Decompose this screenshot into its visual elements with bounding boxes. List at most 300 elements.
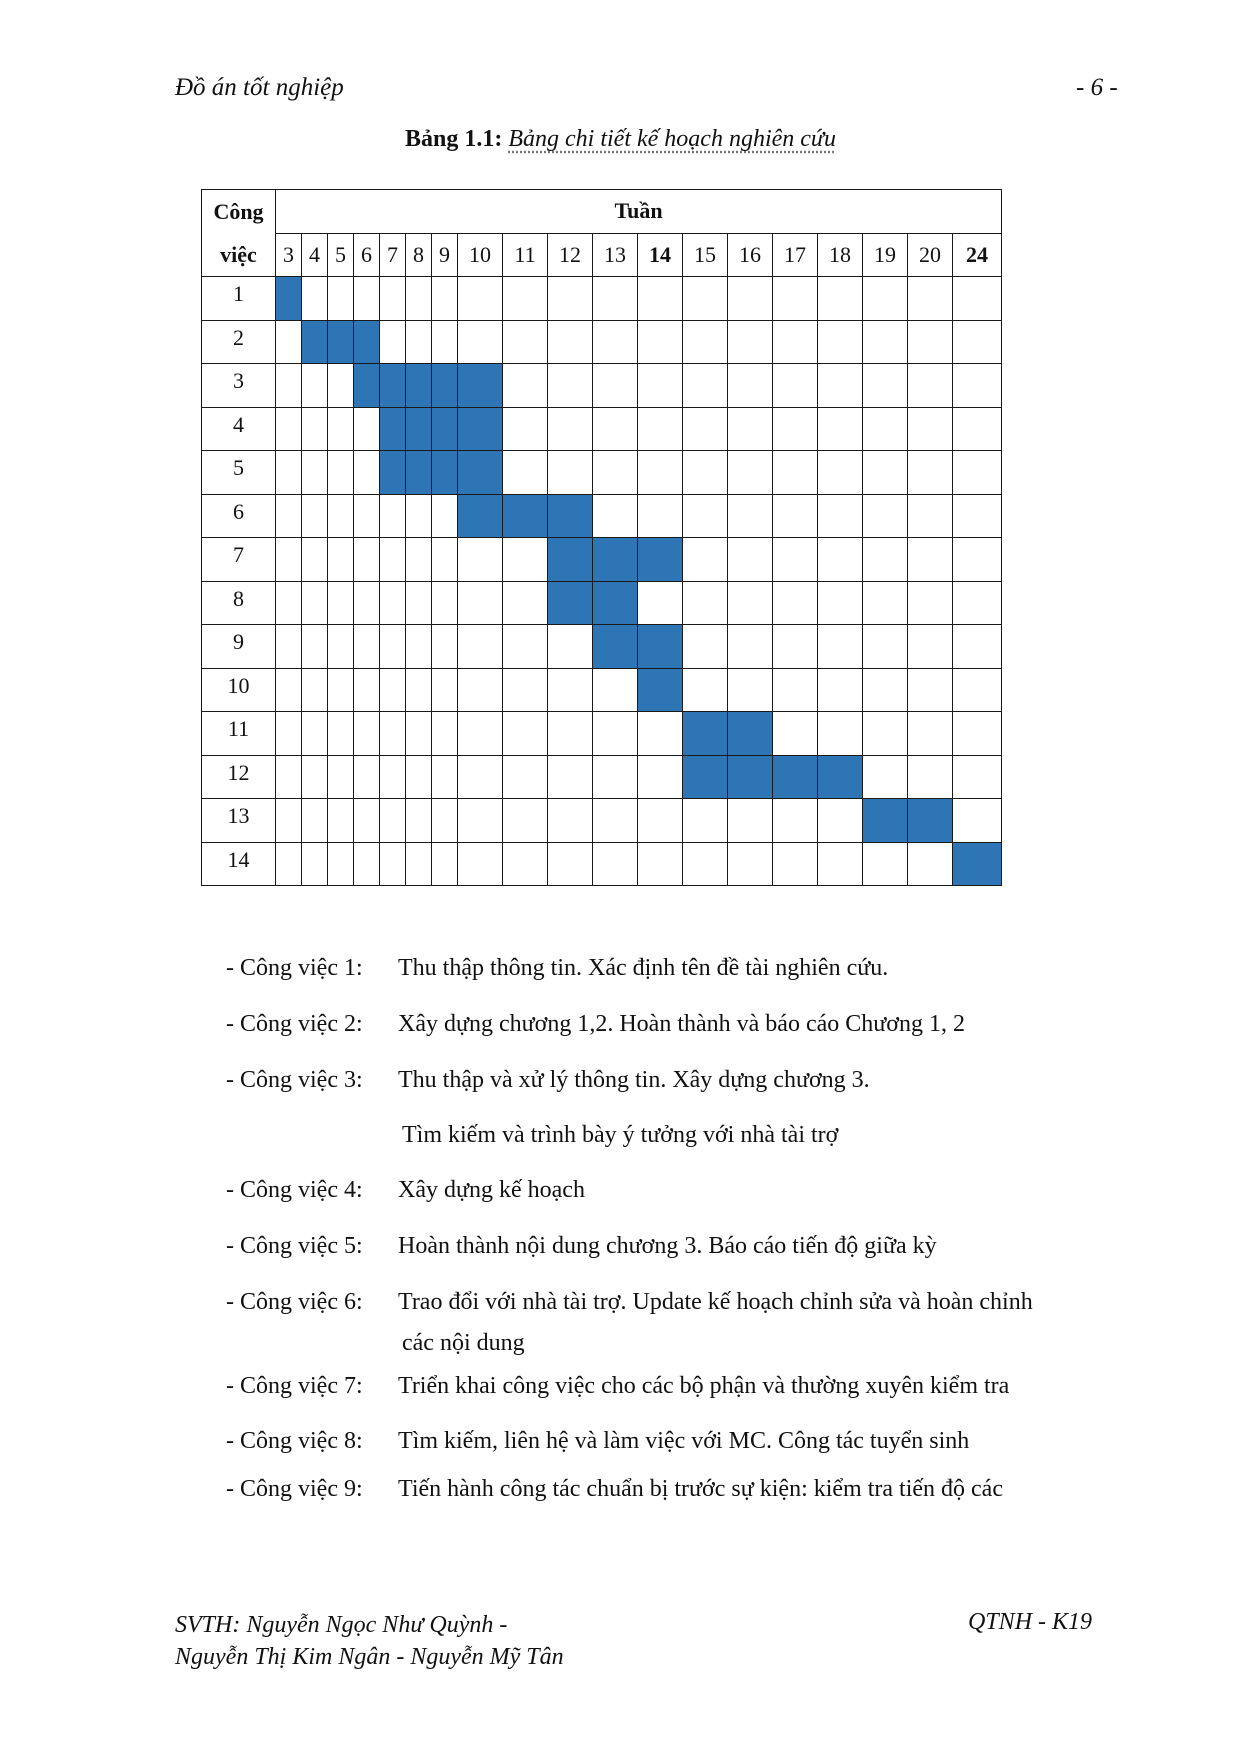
task-label: - Công việc 6: — [226, 1289, 363, 1315]
schedule-cell-filled — [638, 538, 683, 582]
schedule-cell-empty — [953, 538, 1002, 582]
schedule-cell-empty — [328, 625, 354, 669]
schedule-cell-empty — [638, 494, 683, 538]
schedule-cell-empty — [953, 451, 1002, 495]
schedule-cell-empty — [503, 842, 548, 886]
schedule-cell-empty — [953, 494, 1002, 538]
schedule-cell-filled — [354, 320, 380, 364]
schedule-cell-empty — [328, 277, 354, 321]
schedule-cell-filled — [380, 451, 406, 495]
schedule-cell-filled — [548, 494, 593, 538]
schedule-cell-empty — [503, 277, 548, 321]
task-description — [226, 1233, 937, 1260]
schedule-cell-empty — [302, 364, 328, 408]
schedule-cell-empty — [328, 494, 354, 538]
schedule-cell-empty — [302, 625, 328, 669]
schedule-cell-empty — [953, 668, 1002, 712]
table-row — [202, 538, 1002, 582]
schedule-cell-empty — [328, 538, 354, 582]
schedule-cell-filled — [406, 364, 432, 408]
week-header-12: 12 — [548, 233, 593, 277]
schedule-cell-empty — [328, 712, 354, 756]
schedule-cell-empty — [458, 581, 503, 625]
schedule-cell-empty — [863, 320, 908, 364]
schedule-cell-empty — [432, 842, 458, 886]
schedule-cell-empty — [354, 494, 380, 538]
schedule-cell-empty — [276, 407, 302, 451]
schedule-cell-empty — [406, 625, 432, 669]
task-number: 12 — [202, 755, 276, 799]
task-number: 11 — [202, 712, 276, 756]
schedule-cell-empty — [593, 277, 638, 321]
schedule-cell-empty — [503, 625, 548, 669]
week-header-8: 8 — [406, 233, 432, 277]
schedule-cell-empty — [773, 538, 818, 582]
schedule-cell-empty — [548, 320, 593, 364]
task-text-continuation: Tìm kiếm và trình bày ý tưởng với nhà tài trợ — [402, 1122, 839, 1148]
schedule-cell-empty — [818, 712, 863, 756]
schedule-cell-filled — [406, 451, 432, 495]
table-caption — [0, 126, 1241, 153]
schedule-cell-filled — [406, 407, 432, 451]
task-number: 4 — [202, 407, 276, 451]
task-text: Xây dựng kế hoạch — [398, 1177, 585, 1203]
schedule-cell-empty — [728, 407, 773, 451]
task-description — [226, 1011, 965, 1038]
schedule-cell-empty — [328, 842, 354, 886]
schedule-cell-empty — [818, 320, 863, 364]
schedule-cell-empty — [953, 320, 1002, 364]
schedule-cell-empty — [818, 538, 863, 582]
schedule-cell-empty — [908, 277, 953, 321]
schedule-cell-empty — [908, 320, 953, 364]
week-header-6: 6 — [354, 233, 380, 277]
task-number: 5 — [202, 451, 276, 495]
task-text: Tìm kiếm, liên hệ và làm việc với MC. Công tác tuyển sinh — [398, 1428, 970, 1454]
task-header-line1: Công — [213, 199, 264, 224]
schedule-cell-empty — [953, 755, 1002, 799]
schedule-cell-empty — [593, 712, 638, 756]
task-number: 2 — [202, 320, 276, 364]
schedule-cell-empty — [302, 538, 328, 582]
header-title: Đồ án tốt nghiệp — [175, 74, 344, 101]
schedule-cell-empty — [406, 320, 432, 364]
schedule-cell-empty — [458, 277, 503, 321]
schedule-cell-empty — [276, 842, 302, 886]
schedule-cell-empty — [818, 581, 863, 625]
schedule-cell-empty — [432, 755, 458, 799]
schedule-cell-empty — [380, 668, 406, 712]
schedule-cell-empty — [818, 451, 863, 495]
schedule-cell-empty — [548, 451, 593, 495]
schedule-cell-empty — [354, 538, 380, 582]
schedule-cell-empty — [728, 320, 773, 364]
schedule-cell-empty — [683, 494, 728, 538]
schedule-cell-filled — [773, 755, 818, 799]
schedule-cell-empty — [908, 538, 953, 582]
schedule-cell-filled — [302, 320, 328, 364]
schedule-cell-empty — [548, 625, 593, 669]
schedule-cell-empty — [638, 581, 683, 625]
schedule-cell-empty — [406, 799, 432, 843]
schedule-cell-empty — [683, 625, 728, 669]
schedule-cell-filled — [380, 407, 406, 451]
table-row — [202, 712, 1002, 756]
page-number: - 6 - — [1076, 74, 1118, 101]
schedule-cell-empty — [380, 277, 406, 321]
schedule-cell-empty — [276, 320, 302, 364]
schedule-cell-empty — [773, 842, 818, 886]
week-header-9: 9 — [432, 233, 458, 277]
schedule-cell-empty — [593, 451, 638, 495]
schedule-cell-filled — [503, 494, 548, 538]
schedule-cell-empty — [593, 755, 638, 799]
task-description — [226, 1428, 969, 1455]
table-row — [202, 799, 1002, 843]
schedule-cell-empty — [773, 407, 818, 451]
schedule-cell-empty — [458, 842, 503, 886]
schedule-cell-empty — [406, 277, 432, 321]
schedule-cell-empty — [638, 364, 683, 408]
schedule-cell-empty — [503, 581, 548, 625]
schedule-cell-empty — [354, 581, 380, 625]
schedule-cell-empty — [276, 712, 302, 756]
table-row — [202, 581, 1002, 625]
schedule-cell-empty — [354, 407, 380, 451]
schedule-cell-empty — [638, 277, 683, 321]
schedule-cell-empty — [302, 668, 328, 712]
table-row — [202, 320, 1002, 364]
schedule-cell-empty — [773, 712, 818, 756]
schedule-cell-filled — [863, 799, 908, 843]
schedule-cell-filled — [593, 538, 638, 582]
schedule-cell-empty — [380, 625, 406, 669]
week-header-20: 20 — [908, 233, 953, 277]
task-text-continuation: các nội dung — [402, 1330, 525, 1356]
schedule-cell-empty — [728, 625, 773, 669]
week-header-11: 11 — [503, 233, 548, 277]
schedule-cell-empty — [908, 364, 953, 408]
schedule-cell-empty — [953, 364, 1002, 408]
schedule-cell-empty — [908, 494, 953, 538]
schedule-cell-empty — [406, 755, 432, 799]
schedule-cell-empty — [432, 799, 458, 843]
schedule-cell-empty — [302, 407, 328, 451]
task-number: 9 — [202, 625, 276, 669]
schedule-cell-empty — [863, 668, 908, 712]
schedule-cell-empty — [773, 277, 818, 321]
schedule-cell-empty — [328, 364, 354, 408]
schedule-cell-empty — [728, 799, 773, 843]
schedule-cell-empty — [728, 451, 773, 495]
task-column-header — [202, 190, 276, 277]
schedule-cell-filled — [432, 407, 458, 451]
schedule-cell-empty — [683, 538, 728, 582]
schedule-cell-empty — [818, 625, 863, 669]
schedule-cell-empty — [276, 668, 302, 712]
schedule-cell-empty — [908, 668, 953, 712]
schedule-cell-empty — [432, 538, 458, 582]
task-label: - Công việc 5: — [226, 1233, 363, 1259]
schedule-table — [201, 189, 1002, 886]
schedule-cell-empty — [818, 494, 863, 538]
schedule-cell-filled — [548, 581, 593, 625]
schedule-cell-empty — [863, 625, 908, 669]
schedule-cell-empty — [432, 581, 458, 625]
schedule-cell-empty — [593, 799, 638, 843]
schedule-cell-empty — [328, 668, 354, 712]
schedule-cell-empty — [458, 799, 503, 843]
table-row — [202, 451, 1002, 495]
task-description — [226, 1476, 1003, 1503]
schedule-cell-filled — [276, 277, 302, 321]
schedule-cell-empty — [773, 320, 818, 364]
caption-label: Bảng 1.1: — [404, 126, 503, 152]
schedule-cell-empty — [953, 625, 1002, 669]
week-group-header: Tuần — [276, 190, 1002, 234]
week-header-17: 17 — [773, 233, 818, 277]
schedule-cell-empty — [458, 538, 503, 582]
week-header-4: 4 — [302, 233, 328, 277]
schedule-cell-filled — [432, 451, 458, 495]
schedule-cell-empty — [354, 799, 380, 843]
schedule-cell-empty — [908, 625, 953, 669]
schedule-cell-empty — [380, 799, 406, 843]
schedule-cell-empty — [773, 451, 818, 495]
schedule-cell-filled — [354, 364, 380, 408]
schedule-cell-empty — [548, 668, 593, 712]
schedule-cell-empty — [503, 538, 548, 582]
week-header-15: 15 — [683, 233, 728, 277]
week-header-16: 16 — [728, 233, 773, 277]
schedule-cell-empty — [818, 364, 863, 408]
schedule-cell-empty — [380, 842, 406, 886]
schedule-cell-empty — [638, 320, 683, 364]
schedule-cell-empty — [818, 668, 863, 712]
schedule-cell-empty — [908, 842, 953, 886]
task-number: 6 — [202, 494, 276, 538]
schedule-cell-filled — [683, 755, 728, 799]
schedule-cell-empty — [728, 277, 773, 321]
table-row — [202, 755, 1002, 799]
schedule-cell-empty — [276, 581, 302, 625]
table-row — [202, 494, 1002, 538]
schedule-cell-filled — [328, 320, 354, 364]
schedule-cell-empty — [276, 494, 302, 538]
schedule-cell-empty — [406, 668, 432, 712]
schedule-cell-empty — [953, 581, 1002, 625]
week-header-13: 13 — [593, 233, 638, 277]
schedule-cell-empty — [953, 407, 1002, 451]
schedule-cell-empty — [638, 842, 683, 886]
task-label: - Công việc 7: — [226, 1373, 363, 1399]
schedule-cell-empty — [818, 799, 863, 843]
schedule-cell-empty — [953, 712, 1002, 756]
schedule-cell-empty — [503, 668, 548, 712]
schedule-cell-empty — [953, 799, 1002, 843]
task-number: 14 — [202, 842, 276, 886]
schedule-cell-empty — [683, 407, 728, 451]
schedule-cell-empty — [354, 755, 380, 799]
task-number: 13 — [202, 799, 276, 843]
schedule-cell-empty — [432, 494, 458, 538]
task-label: - Công việc 3: — [226, 1067, 363, 1093]
schedule-cell-empty — [863, 842, 908, 886]
schedule-cell-empty — [458, 625, 503, 669]
schedule-cell-empty — [380, 320, 406, 364]
schedule-cell-empty — [380, 494, 406, 538]
table-row — [202, 625, 1002, 669]
schedule-cell-empty — [354, 842, 380, 886]
schedule-cell-empty — [683, 451, 728, 495]
schedule-cell-filled — [728, 712, 773, 756]
schedule-cell-empty — [406, 538, 432, 582]
table-row — [202, 277, 1002, 321]
schedule-cell-empty — [548, 277, 593, 321]
schedule-cell-empty — [683, 277, 728, 321]
schedule-cell-empty — [328, 581, 354, 625]
schedule-cell-empty — [302, 451, 328, 495]
schedule-cell-empty — [908, 451, 953, 495]
schedule-cell-empty — [328, 451, 354, 495]
schedule-cell-empty — [908, 755, 953, 799]
schedule-cell-empty — [380, 712, 406, 756]
schedule-cell-filled — [728, 755, 773, 799]
schedule-cell-empty — [773, 581, 818, 625]
schedule-cell-empty — [503, 712, 548, 756]
schedule-cell-empty — [302, 581, 328, 625]
task-text: Thu thập thông tin. Xác định tên đề tài nghiên cứu. — [398, 955, 889, 981]
schedule-cell-empty — [908, 712, 953, 756]
week-header-10: 10 — [458, 233, 503, 277]
task-text: Thu thập và xử lý thông tin. Xây dựng chương 3. — [398, 1067, 870, 1093]
week-header-row — [202, 233, 1002, 277]
schedule-cell-empty — [432, 277, 458, 321]
week-header-18: 18 — [818, 233, 863, 277]
schedule-cell-empty — [683, 320, 728, 364]
schedule-cell-empty — [818, 842, 863, 886]
schedule-cell-empty — [276, 538, 302, 582]
schedule-cell-empty — [503, 799, 548, 843]
schedule-cell-empty — [458, 755, 503, 799]
schedule-cell-empty — [380, 581, 406, 625]
schedule-cell-empty — [593, 842, 638, 886]
schedule-cell-empty — [302, 755, 328, 799]
schedule-cell-empty — [354, 712, 380, 756]
schedule-cell-empty — [908, 407, 953, 451]
schedule-cell-empty — [593, 407, 638, 451]
schedule-cell-filled — [458, 364, 503, 408]
task-label: - Công việc 2: — [226, 1011, 363, 1037]
schedule-cell-empty — [328, 407, 354, 451]
schedule-cell-empty — [380, 538, 406, 582]
schedule-cell-empty — [276, 364, 302, 408]
schedule-cell-empty — [503, 451, 548, 495]
schedule-cell-empty — [773, 799, 818, 843]
schedule-cell-empty — [276, 625, 302, 669]
schedule-cell-empty — [683, 668, 728, 712]
task-number: 7 — [202, 538, 276, 582]
footer-authors-line2: Nguyễn Thị Kim Ngân - Nguyễn Mỹ Tân — [175, 1644, 564, 1670]
schedule-cell-empty — [773, 364, 818, 408]
schedule-cell-filled — [953, 842, 1002, 886]
schedule-cell-empty — [432, 320, 458, 364]
task-number: 1 — [202, 277, 276, 321]
schedule-cell-empty — [302, 842, 328, 886]
schedule-cell-empty — [638, 451, 683, 495]
task-description — [226, 1067, 870, 1094]
schedule-cell-empty — [328, 755, 354, 799]
task-text: Trao đổi với nhà tài trợ. Update kế hoạch chỉnh sửa và hoàn chỉnh — [398, 1289, 1033, 1315]
schedule-cell-empty — [276, 755, 302, 799]
schedule-cell-empty — [638, 712, 683, 756]
schedule-cell-empty — [728, 364, 773, 408]
schedule-cell-empty — [503, 407, 548, 451]
schedule-cell-empty — [638, 799, 683, 843]
schedule-cell-filled — [380, 364, 406, 408]
task-label: - Công việc 4: — [226, 1177, 363, 1203]
schedule-cell-empty — [863, 538, 908, 582]
schedule-cell-empty — [302, 277, 328, 321]
schedule-cell-filled — [458, 407, 503, 451]
schedule-cell-empty — [354, 451, 380, 495]
task-description — [226, 955, 888, 982]
schedule-cell-empty — [593, 364, 638, 408]
schedule-cell-empty — [863, 494, 908, 538]
schedule-cell-empty — [863, 755, 908, 799]
schedule-cell-empty — [863, 407, 908, 451]
schedule-cell-filled — [638, 625, 683, 669]
table-row — [202, 668, 1002, 712]
schedule-cell-empty — [773, 668, 818, 712]
schedule-cell-filled — [683, 712, 728, 756]
schedule-cell-empty — [593, 320, 638, 364]
schedule-cell-empty — [354, 668, 380, 712]
footer-authors-line1: SVTH: Nguyễn Ngọc Như Quỳnh - — [175, 1612, 508, 1638]
schedule-cell-empty — [458, 320, 503, 364]
week-header-3: 3 — [276, 233, 302, 277]
week-header-14: 14 — [638, 233, 683, 277]
schedule-cell-filled — [548, 538, 593, 582]
schedule-cell-empty — [380, 755, 406, 799]
task-description — [226, 1373, 1009, 1400]
schedule-cell-empty — [638, 407, 683, 451]
caption-title: Bảng chi tiết kế hoạch nghiên cứu — [508, 126, 836, 152]
schedule-cell-empty — [818, 407, 863, 451]
task-label: - Công việc 9: — [226, 1476, 363, 1502]
schedule-cell-empty — [432, 712, 458, 756]
schedule-cell-empty — [863, 277, 908, 321]
task-number: 10 — [202, 668, 276, 712]
schedule-cell-empty — [548, 407, 593, 451]
schedule-cell-empty — [638, 755, 683, 799]
schedule-cell-empty — [683, 581, 728, 625]
schedule-cell-empty — [276, 799, 302, 843]
schedule-cell-filled — [458, 494, 503, 538]
schedule-cell-empty — [683, 799, 728, 843]
table-row — [202, 842, 1002, 886]
table-row — [202, 364, 1002, 408]
footer-class: QTNH - K19 — [968, 1609, 1093, 1635]
schedule-cell-empty — [863, 581, 908, 625]
schedule-cell-empty — [728, 842, 773, 886]
schedule-cell-empty — [548, 755, 593, 799]
week-header-7: 7 — [380, 233, 406, 277]
week-header-5: 5 — [328, 233, 354, 277]
schedule-cell-empty — [593, 494, 638, 538]
schedule-cell-empty — [406, 581, 432, 625]
schedule-cell-empty — [548, 364, 593, 408]
